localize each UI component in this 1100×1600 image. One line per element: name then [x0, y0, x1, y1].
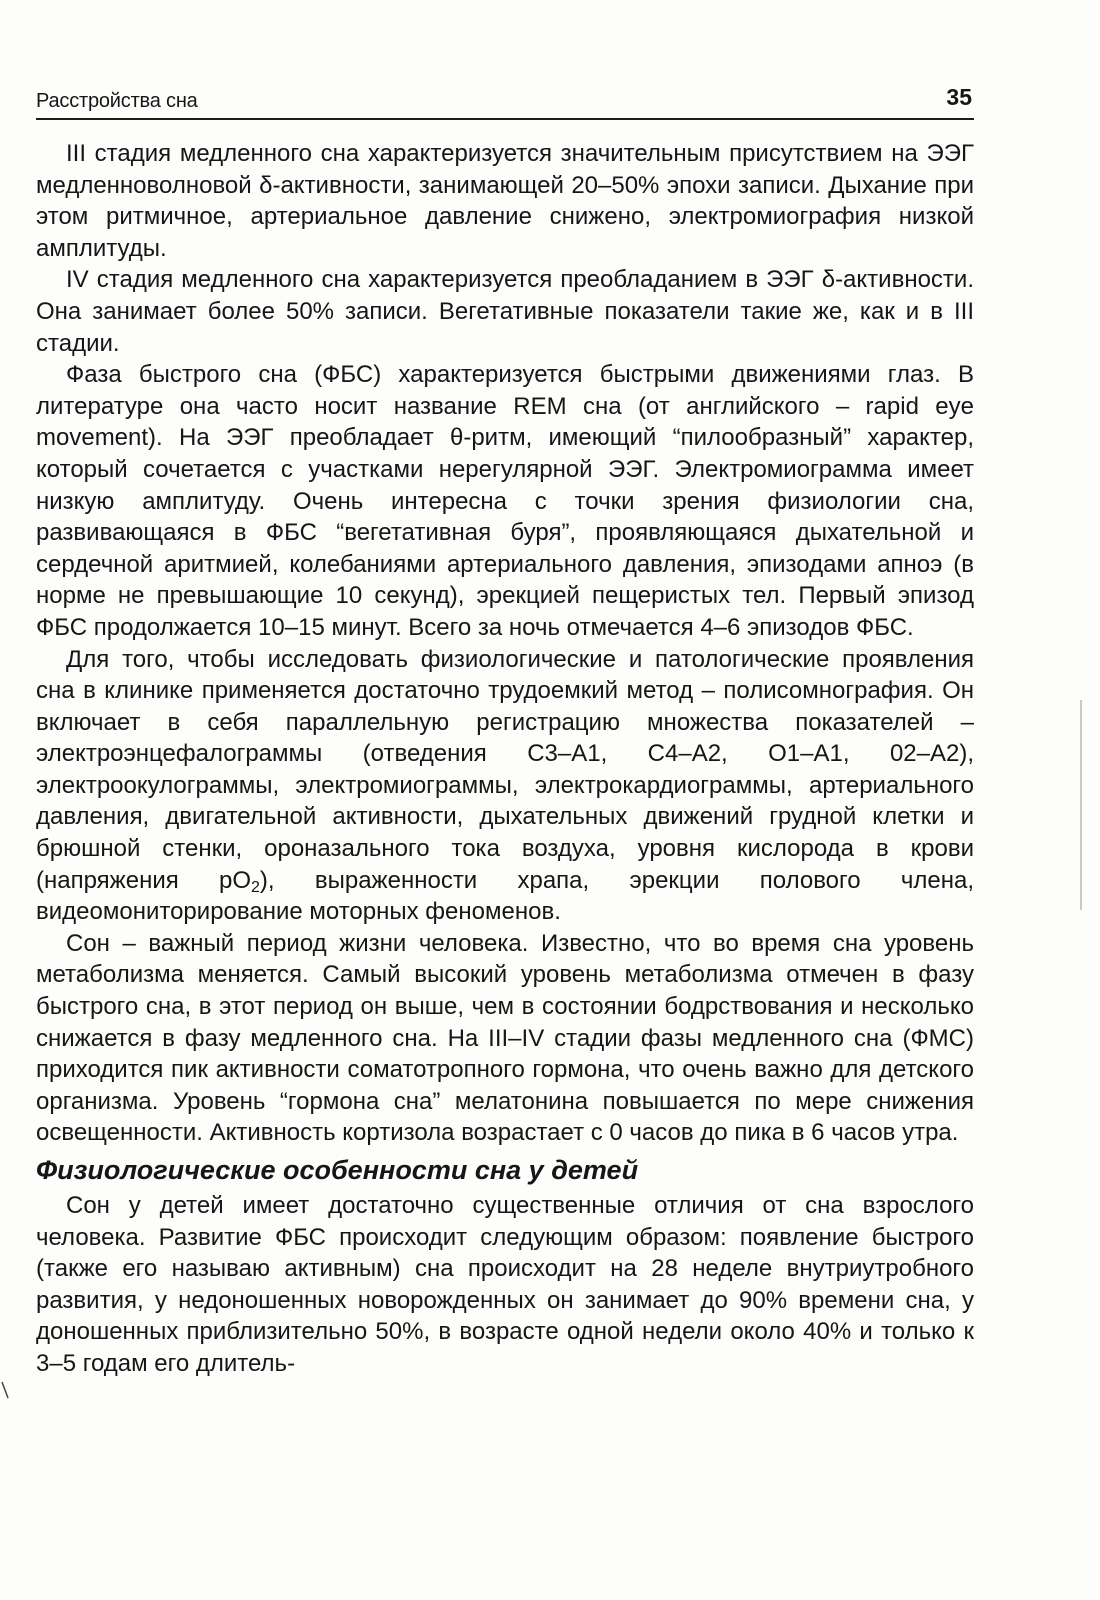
body-text: [36, 138, 974, 1380]
page-number: 35: [946, 84, 972, 110]
polysomnography-text-start: Для того, чтобы исследовать физиологические и патологические проявления сна в клинике применяется достаточно трудоемкий метод – полисомнография. Он включает в себя параллельную регистрацию множества показателей – электроэнцефалограммы (отведения С3–А1, С4–А2, О1–А1, 02–А2), электроокулограммы, электромиограммы, электрокардиограммы, артериального давления, двигательной активности, дыхательных движений грудной клетки и брюшной стенки, ороназального тока воздуха, уровня кислорода в крови (напряжения pO: [36, 645, 974, 894]
paragraph-stage-3: III стадия медленного сна характеризуется значительным присутствием на ЭЭГ медленноволновой δ-активности, занимающей 20–50% эпохи записи. Дыхание при этом ритмичное, артериальное давление снижено, электромиография низкой амплитуды.: [36, 140, 974, 262]
scan-corner-mark: [0, 1380, 18, 1420]
polysomnography-text-end: ), выраженности храпа, эрекции полового члена, видеомониторирование моторных феноменов.: [36, 866, 974, 926]
paragraph-metabolism: Сон – важный период жизни человека. Известно, что во время сна уровень метаболизма меняется. Самый высокий уровень метаболизма отмечен в фазу быстрого сна, в этот период он выше, чем в состоянии бодрствования и несколько снижается в фазу медленного сна. На III–IV стадии фазы медленного сна (ФМС) приходится пик активности соматотропного гормона, что очень важно для детского организма. Уровень “гормона сна” мелатонина повышается по мере снижения освещенности. Активность кортизола возрастает с 0 часов до пика в 6 часов утра.: [36, 929, 974, 1147]
chapter-title: Расстройства сна: [36, 90, 198, 112]
section-heading: Физиологические особенности сна у детей: [36, 1155, 639, 1185]
oxygen-subscript: 2: [251, 878, 260, 896]
paragraph-children-sleep: Сон у детей имеет достаточно существенные отличия от сна взрослого человека. Развитие ФБС происходит следующим образом: появление быстрого (также его называю активным) сна происходит на 28 неделе внутриутробного развития, у недоношенных новорожденных он занимает до 90% времени сна, у доношенных приблизительно 50%, в возрасте одной недели около 40% и только к 3–5 годам его длитель-: [36, 1192, 974, 1377]
paragraph-polysomnography: [36, 644, 974, 928]
paragraph-stage-4: IV стадия медленного сна характеризуется преобладанием в ЭЭГ δ-активности. Она занимает более 50% записи. Вегетативные показатели такие же, как и в III стадии.: [36, 266, 974, 357]
scan-edge-mark: [1080, 700, 1082, 910]
running-header: [36, 80, 974, 120]
paragraph-rem-phase: Фаза быстрого сна (ФБС) характеризуется быстрыми движениями глаз. В литературе она часто носит название REM сна (от английского – rapid eye movement). На ЭЭГ преобладает θ-ритм, имеющий “пилообразный” характер, который сочетается с участками нерегулярной ЭЭГ. Электромиограмма имеет низкую амплитуду. Очень интересна с точки зрения физиологии сна, развивающаяся в ФБС “вегетативная буря”, проявляющаяся дыхательной и сердечной аритмией, колебаниями артериального давления, эпизодами апноэ (в норме не превышающие 10 секунд), эрекцией пещеристых тел. Первый эпизод ФБС продолжается 10–15 минут. Всего за ночь отмечается 4–6 эпизодов ФБС.: [36, 361, 974, 641]
